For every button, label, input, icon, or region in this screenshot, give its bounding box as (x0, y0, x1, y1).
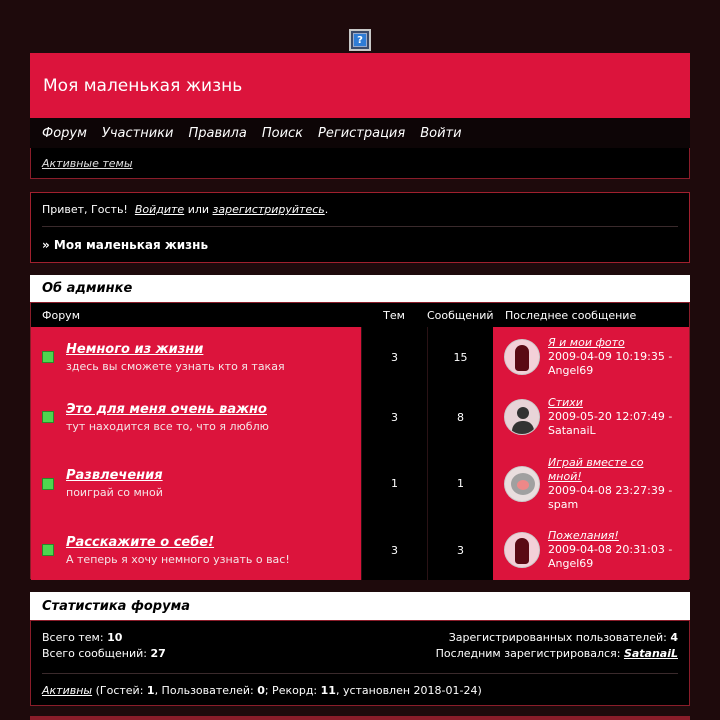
forum-title-link[interactable]: Немного из жизни (66, 341, 204, 357)
nav-login[interactable]: Войти (420, 125, 462, 141)
forum-desc: здесь вы сможете узнать кто я такая (66, 359, 285, 373)
posts-count: 15 (427, 327, 493, 387)
posts-label: Всего сообщений: (42, 647, 147, 660)
last-post-cell (493, 387, 689, 447)
forum-desc: А теперь я хочу немного узнать о вас! (66, 552, 290, 566)
table-row (31, 447, 689, 520)
posts-count: 8 (427, 387, 493, 447)
site-header (30, 53, 690, 118)
last-post-cell (493, 520, 689, 580)
category-title: Об админке (30, 275, 690, 302)
last-post-link[interactable]: Играй вместе со мной! (548, 455, 644, 483)
col-last: Последнее сообщение (505, 308, 637, 322)
or-text: или (187, 203, 210, 216)
col-posts: Сообщений (427, 308, 494, 322)
forum-desc: поиграй со мной (66, 486, 163, 499)
last-post-date: 2009-04-08 23:27:39 - (548, 483, 673, 497)
table-row (31, 520, 689, 580)
topics-total: 10 (107, 631, 123, 644)
last-post-link[interactable]: Пожелания! (548, 529, 619, 542)
col-forum: Форум (42, 308, 80, 322)
last-registered-user-link[interactable]: SatanaiL (623, 647, 678, 660)
nav-register[interactable]: Регистрация (318, 125, 406, 141)
online-line (42, 674, 678, 706)
last-post-link[interactable]: Я и мои фото (548, 336, 625, 349)
record-count: 11 (320, 683, 336, 697)
active-topics-bar (30, 148, 690, 179)
topics-count: 3 (361, 387, 427, 447)
last-post-cell (493, 327, 689, 387)
online-guests-label: (Гостей: (92, 683, 147, 697)
record-label: ; Рекорд: (264, 683, 321, 697)
welcome-box (30, 192, 690, 263)
login-link[interactable]: Войдите (134, 203, 185, 216)
site-title: Моя маленькая жизнь (43, 75, 243, 96)
last-post-user: Angel69 (548, 364, 594, 377)
forum-desc: тут находится все то, что я люблю (66, 419, 269, 433)
table-header (31, 303, 689, 327)
forum-cell (31, 387, 361, 447)
new-posts-icon (42, 544, 54, 556)
topics-count: 3 (361, 520, 427, 580)
last-post-date: 2009-04-09 10:19:35 - (548, 350, 673, 363)
posts-total: 27 (150, 647, 166, 660)
online-link[interactable]: Активны (42, 683, 93, 697)
bear-avatar-icon[interactable] (504, 466, 540, 502)
record-date: , установлен 2018-01-24) (335, 683, 482, 697)
forum-title-link[interactable]: Расскажите о себе! (66, 534, 215, 550)
register-link[interactable]: зарегистрируйтесь (212, 203, 325, 216)
col-topics: Тем (383, 308, 405, 322)
posts-count: 3 (427, 520, 493, 580)
footer-edge (30, 716, 690, 720)
angel-avatar-icon[interactable] (504, 339, 540, 375)
last-post-user: Angel69 (548, 557, 594, 570)
forum-cell (31, 520, 361, 580)
default-avatar-icon[interactable] (504, 399, 540, 435)
forum-cell (31, 327, 361, 387)
new-posts-icon (42, 411, 54, 423)
last-post-user: SatanaiL (548, 424, 596, 437)
stats-box (30, 620, 690, 706)
table-row (31, 387, 689, 447)
nav-forum[interactable]: Форум (42, 125, 87, 141)
nav-members[interactable]: Участники (101, 125, 174, 141)
angel-avatar-icon[interactable] (504, 532, 540, 568)
new-posts-icon (42, 351, 54, 363)
nav-search[interactable]: Поиск (261, 125, 304, 141)
online-users-label: , Пользователей: (154, 683, 258, 697)
posts-count: 1 (427, 447, 493, 520)
stats-right (436, 630, 678, 673)
greeting-text: Привет, Гость! (42, 203, 128, 216)
stats-left (42, 630, 166, 673)
breadcrumb: » Моя маленькая жизнь (42, 237, 209, 252)
users-total: 4 (670, 631, 678, 644)
forum-title-link[interactable]: Развлечения (66, 468, 163, 483)
last-reg-label: Последним зарегистрировался: (435, 647, 621, 660)
topics-label: Всего тем: (42, 631, 104, 644)
broken-image-icon: ? (349, 29, 371, 51)
nav-rules[interactable]: Правила (188, 125, 247, 141)
forum-cell (31, 447, 361, 520)
active-topics-link[interactable]: Активные темы (42, 156, 133, 170)
topics-count: 3 (361, 327, 427, 387)
last-post-user: spam (548, 497, 579, 511)
stats-title: Статистика форума (30, 592, 690, 620)
greeting-period: . (324, 203, 329, 216)
topics-count: 1 (361, 447, 427, 520)
forum-title-link[interactable]: Это для меня очень важно (66, 401, 267, 417)
last-post-date: 2009-05-20 12:07:49 - (548, 410, 673, 423)
last-post-link[interactable]: Стихи (548, 396, 583, 409)
table-row (31, 327, 689, 387)
last-post-cell (493, 447, 689, 520)
last-post-date: 2009-04-08 20:31:03 - (548, 543, 673, 556)
main-nav (30, 118, 690, 148)
new-posts-icon (42, 478, 54, 490)
greeting-line (42, 193, 678, 227)
users-online-count: 0 (257, 683, 265, 697)
forum-table (30, 302, 690, 579)
users-label: Зарегистрированных пользователей: (448, 631, 667, 644)
guests-count: 1 (146, 683, 155, 697)
